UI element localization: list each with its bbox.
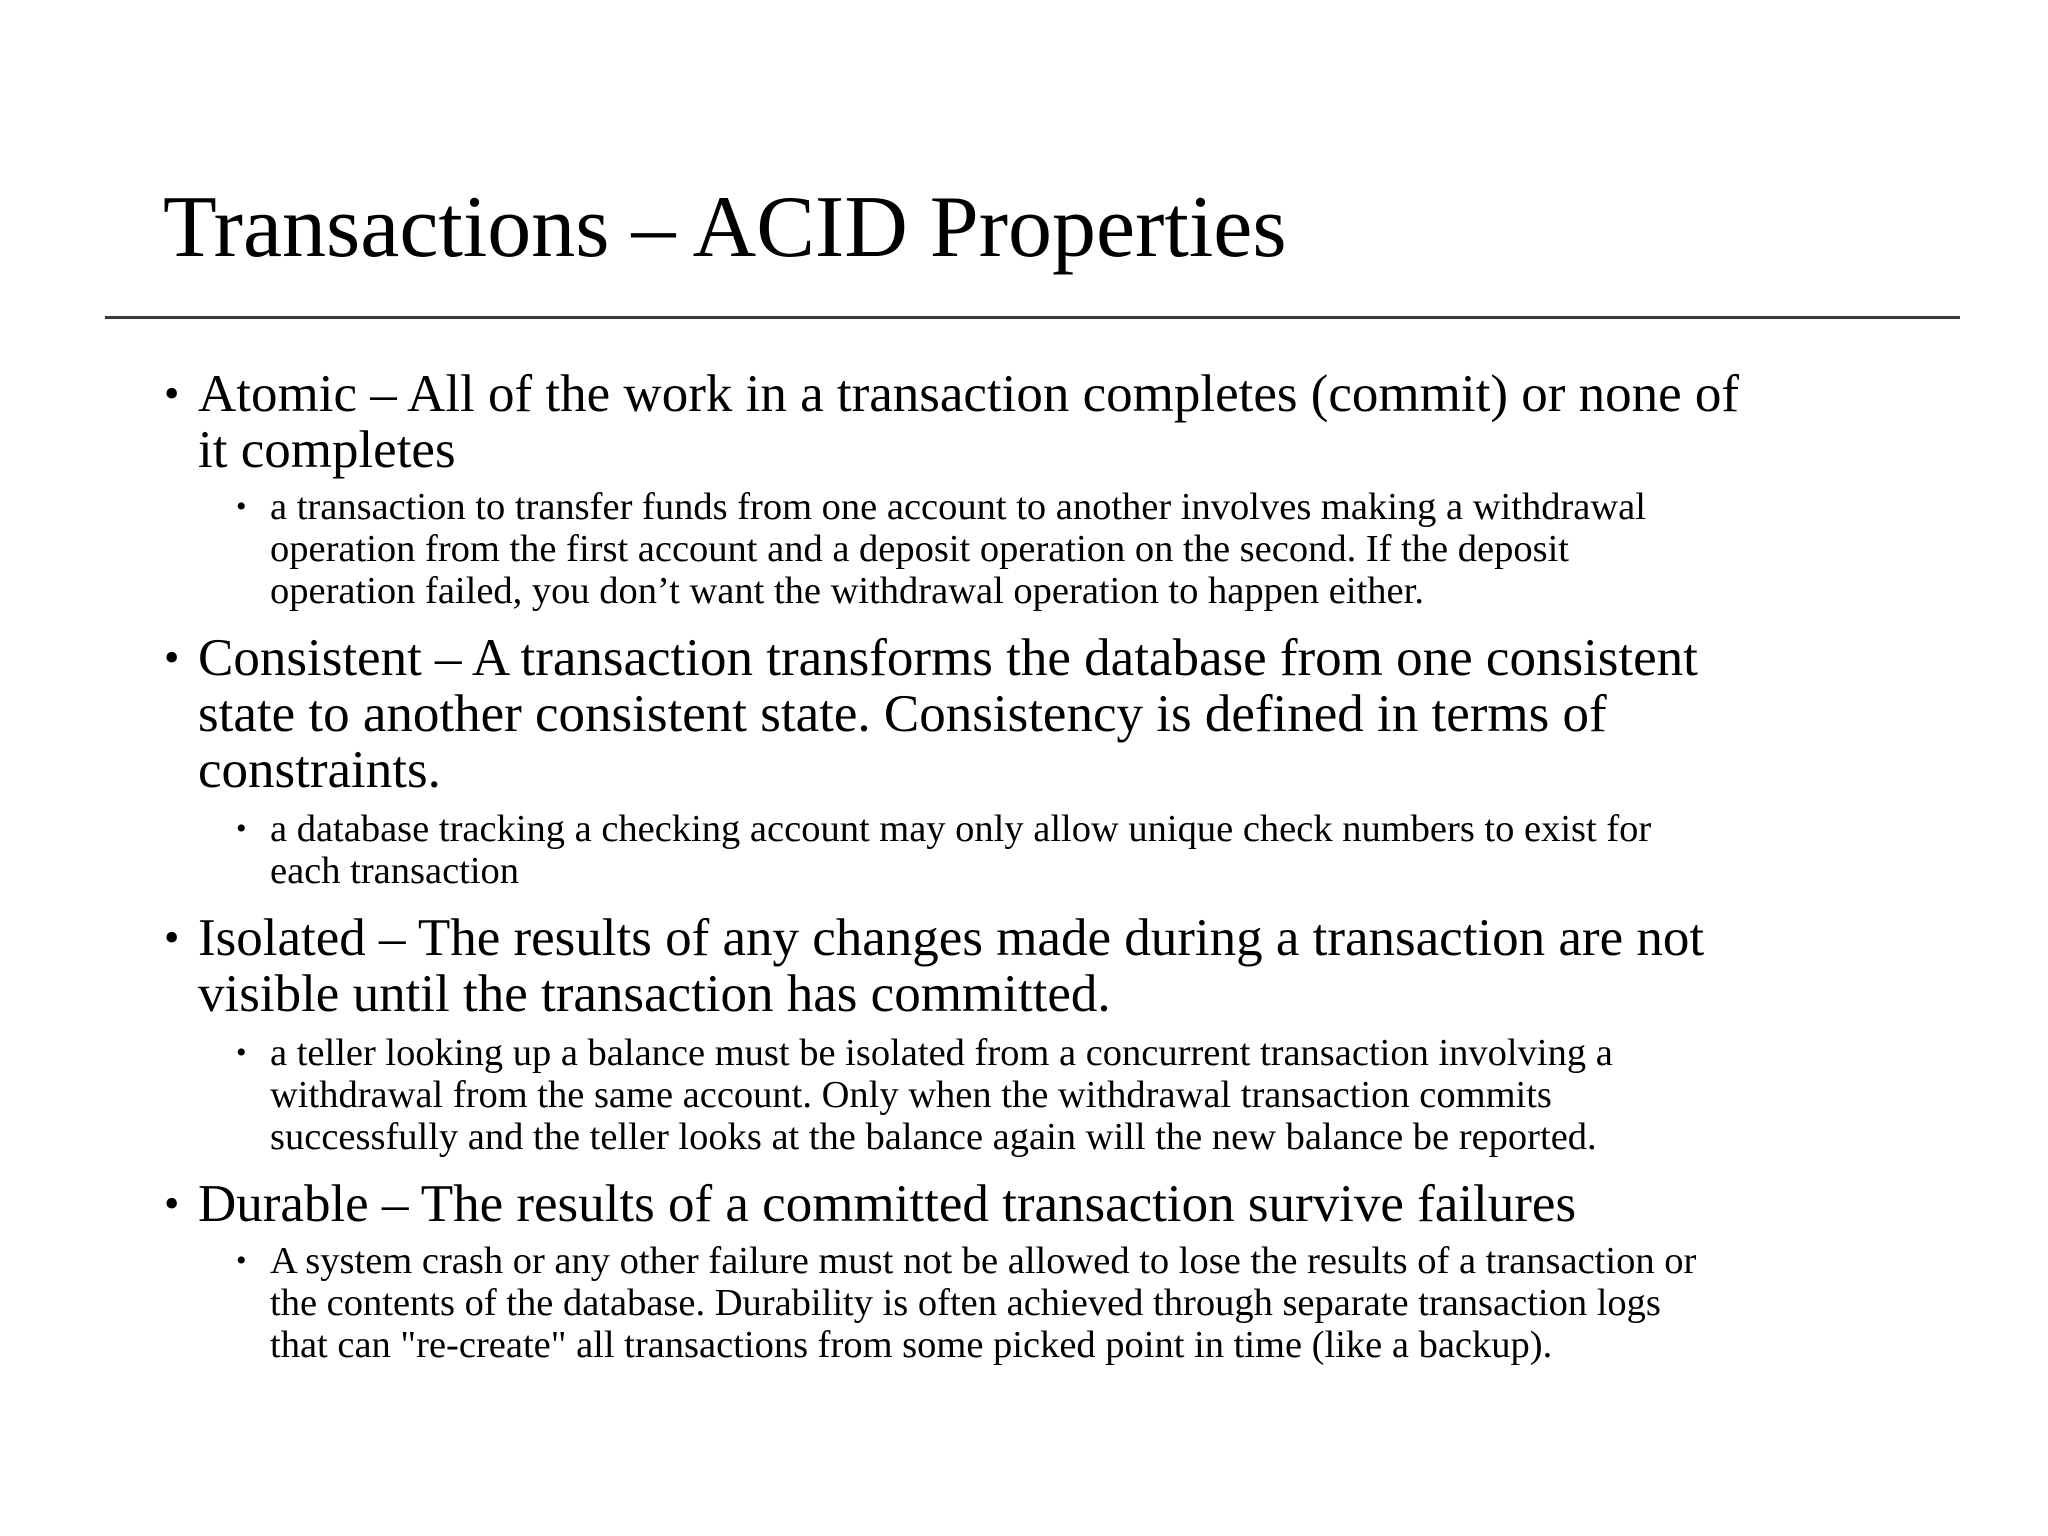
item-example: A system crash or any other failure must not be allowed to lose the results of a transaction or the contents of the database. Durability is often achieved through separate transaction logs that can "re-create" all transactions from some picked point in time (like a backup). [270, 1240, 1697, 1366]
item-heading: Durable – The results of a committed transaction survive failures [198, 1175, 1577, 1233]
sub-bullet-icon: • [236, 490, 247, 523]
sub-bullet-icon: • [236, 1244, 247, 1277]
bullet-icon: • [164, 369, 180, 418]
item-example: a teller looking up a balance must be isolated from a concurrent transaction involving a withdrawal from the same account. Only when the withdrawal transaction commits successfully and the teller looks at the balance again will the new balance be reported. [270, 1032, 1613, 1158]
sub-bullet-icon: • [236, 812, 247, 845]
bullet-icon: • [164, 1179, 180, 1228]
bullet-icon: • [164, 633, 180, 682]
item-example: a database tracking a checking account may only allow unique check numbers to exist for each transaction [270, 808, 1652, 892]
slide-title: Transactions – ACID Properties [163, 179, 1287, 276]
item-example: a transaction to transfer funds from one account to another involves making a withdrawal operation from the first account and a deposit operation on the second. If the deposit operation failed, you don’t want the withdrawal operation to happen either. [270, 486, 1646, 612]
item-heading: Atomic – All of the work in a transaction completes (commit) or none of it completes [198, 365, 1740, 479]
item-heading: Isolated – The results of any changes made during a transaction are not visible until the transaction has committed. [198, 909, 1705, 1023]
bullet-icon: • [164, 913, 180, 962]
item-heading: Consistent – A transaction transforms the database from one consistent state to another consistent state. Consistency is defined in terms of constraints. [198, 629, 1698, 799]
sub-bullet-icon: • [236, 1036, 247, 1069]
title-divider [105, 316, 1960, 319]
